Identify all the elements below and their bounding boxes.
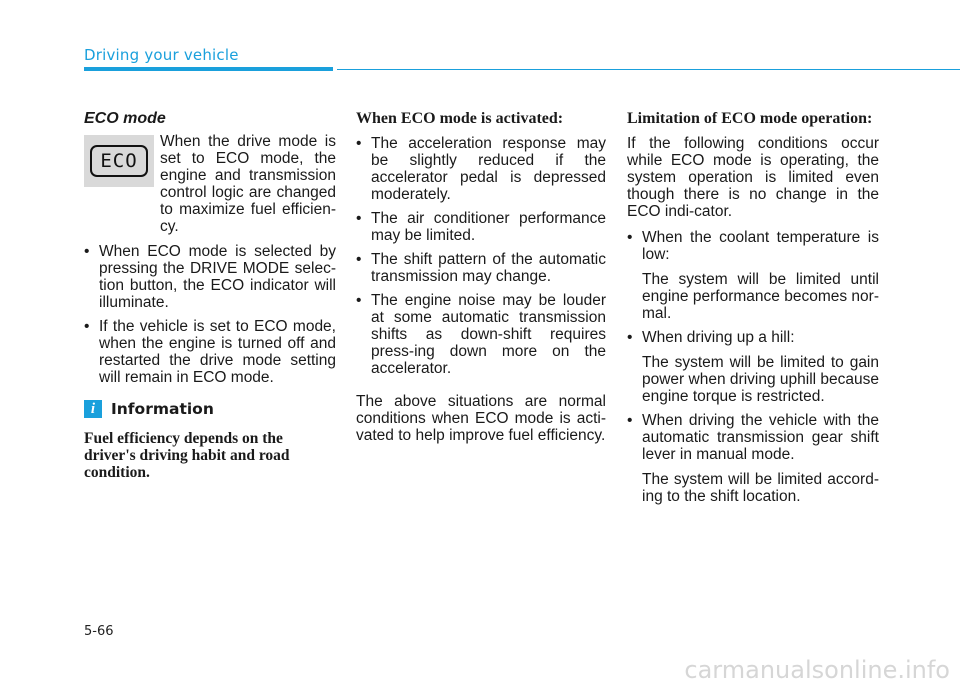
eco-activated-closing: The above situations are normal conditions when ECO mode is acti-vated to help improve fuel efficiency.: [356, 393, 606, 444]
column-eco-activated: [356, 110, 606, 453]
eco-limitation-heading: Limitation of ECO mode operation:: [627, 110, 873, 127]
condition-text: When the coolant temperature is low:: [642, 229, 879, 263]
eco-icon-panel: [84, 135, 154, 187]
eco-limitation-list: [627, 229, 879, 505]
section-title: Driving your vehicle: [84, 46, 239, 64]
bullet-text: The air conditioner performance may be limited.: [371, 210, 606, 244]
eco-mode-indicator-icon: ECO: [90, 145, 148, 177]
list-item: • The air conditioner performance may be limited.: [356, 210, 606, 244]
eco-limitation-intro: If the following conditions occur while ECO mode is operating, the system operation is limited even though there is no change in the ECO indi-cator.: [627, 135, 879, 220]
column-eco-limitation: [627, 110, 879, 512]
header-rule-thin: [337, 69, 960, 70]
list-item: • When ECO mode is selected by pressing the DRIVE MODE selec-tion button, the ECO indicator will illuminate.: [84, 243, 336, 311]
information-title: Information: [111, 399, 214, 418]
information-icon: i: [84, 400, 102, 418]
bullet-text: When ECO mode is selected by pressing the DRIVE MODE selec-tion button, the ECO indicator will illuminate.: [99, 243, 336, 311]
eco-intro-row: [84, 133, 336, 235]
condition-detail: The system will be limited until engine performance becomes nor-mal.: [642, 271, 879, 322]
watermark: carmanualsonline.info: [684, 656, 950, 684]
condition-detail: The system will be limited accord-ing to the shift location.: [642, 471, 879, 505]
eco-bullet-list: [84, 243, 336, 386]
bullet-text: The shift pattern of the automatic transmission may change.: [371, 251, 606, 285]
condition-detail: The system will be limited to gain power when driving uphill because engine torque is restricted.: [642, 354, 879, 405]
page-number: 5-66: [84, 624, 114, 639]
list-item: • When driving the vehicle with the automatic transmission gear shift lever in manual mode. The system will be limited accord-ing to the shift location.: [627, 412, 879, 505]
condition-text: When driving the vehicle with the automatic transmission gear shift lever in manual mode.: [642, 412, 879, 463]
eco-mode-heading: ECO mode: [84, 110, 166, 127]
condition-text: When driving up a hill:: [642, 329, 795, 346]
list-item: • If the vehicle is set to ECO mode, when the engine is turned off and restarted the drive mode setting will remain in ECO mode.: [84, 318, 336, 386]
eco-intro-text: When the drive mode is set to ECO mode, the engine and transmission control logic are changed to maximize fuel efficien-cy.: [160, 133, 336, 235]
list-item: • The acceleration response may be slightly reduced if the accelerator pedal is depressed moderately.: [356, 135, 606, 203]
bullet-text: If the vehicle is set to ECO mode, when the engine is turned off and restarted the drive mode setting will remain in ECO mode.: [99, 318, 336, 386]
bullet-text: The engine noise may be louder at some automatic transmission shifts as down-shift requires press-ing down more on the accelerator.: [371, 292, 606, 377]
list-item: • The engine noise may be louder at some automatic transmission shifts as down-shift requires press-ing down more on the accelerator.: [356, 292, 606, 377]
list-item: • The shift pattern of the automatic transmission may change.: [356, 251, 606, 285]
list-item: • When the coolant temperature is low: The system will be limited until engine performance becomes nor-mal.: [627, 229, 879, 322]
information-body: Fuel efficiency depends on the driver's driving habit and road condition.: [84, 430, 290, 481]
column-eco-mode: [84, 110, 336, 481]
information-header: [84, 400, 336, 418]
eco-activated-list: [356, 135, 606, 377]
header-rule-thick: [84, 67, 333, 71]
list-item: • When driving up a hill: The system will be limited to gain power when driving uphill because engine torque is restricted.: [627, 329, 879, 405]
bullet-text: The acceleration response may be slightly reduced if the accelerator pedal is depressed moderately.: [371, 135, 606, 203]
eco-activated-heading: When ECO mode is activated:: [356, 110, 564, 127]
